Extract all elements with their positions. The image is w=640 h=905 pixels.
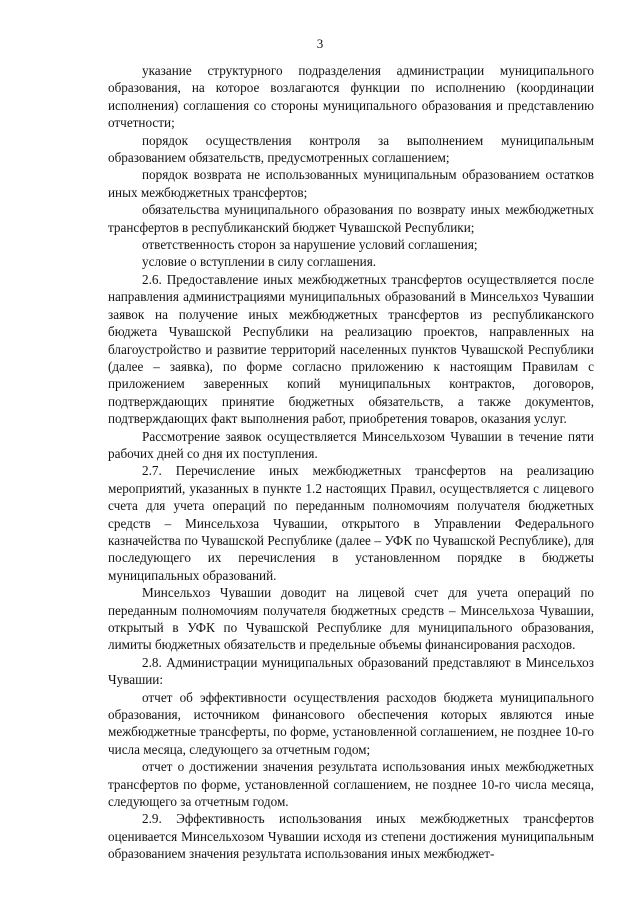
paragraph: 2.6. Предоставление иных межбюджетных трансфертов осуществляется после направления администрациями муниципальных образований в Минсельхоз Чувашии заявок на получение иных межбюджетных трансфертов из республиканского бюджета Чувашской Республики на реализацию проектов, направленных на благоустройство и развитие территорий населенных пунктов Чувашской Республики (далее – заявка), по форме согласно приложению к настоящим Правилам с приложением заверенных копий муниципальных контрактов, договоров, подтверждающих принятие бюджетных обязательств, а также документов, подтверждающих факт выполнения работ, приобретения товаров, оказания услуг. bbox=[108, 271, 594, 427]
body-text bbox=[108, 62, 594, 863]
page-number: 3 bbox=[316, 36, 324, 51]
paragraph: порядок осуществления контроля за выполнением муниципальным образованием обязательств, предусмотренных соглашением; bbox=[108, 132, 594, 166]
paragraph: 2.9. Эффективность использования иных межбюджетных трансфертов оценивается Минсельхозом Чувашии исходя из степени достижения муниципальным образованием значения результата использования иных межбюджет- bbox=[108, 811, 594, 862]
paragraph: Рассмотрение заявок осуществляется Минсельхозом Чувашии в течение пяти рабочих дней со дня их поступления. bbox=[108, 428, 594, 461]
paragraph: условие о вступлении в силу соглашения. bbox=[142, 254, 377, 270]
paragraph: отчет о достижении значения результата использования иных межбюджетных трансфертов по форме, установленной соглашением, не позднее 10-го числа месяца, следующего за отчетным годом. bbox=[108, 759, 594, 810]
paragraph: порядок возврата не использованных муниципальным образованием остатков иных межбюджетных трансфертов; bbox=[108, 167, 594, 200]
paragraph: ответственность сторон за нарушение условий соглашения; bbox=[142, 237, 478, 253]
paragraph: 2.7. Перечисление иных межбюджетных трансфертов на реализацию мероприятий, указанных в пункте 1.2 настоящих Правил, осуществляется с лицевого счета для учета операций по переданным полномочиям получателя бюджетных средств – Минсельхоза Чувашии, открытого в Управлении Федерального казначейства по Чувашской Республике (далее – УФК по Чувашской Республике), для последующего их перечисления в установленном порядке в бюджеты муниципальных образований. bbox=[108, 463, 594, 583]
paragraph: 2.8. Администрации муниципальных образований представляют в Минсельхоз Чувашии: bbox=[108, 654, 594, 688]
paragraph: Минсельхоз Чувашии доводит на лицевой счет для учета операций по переданным полномочиям получателя бюджетных средств – Минсельхоза Чувашии, открытый в УФК по Чувашской Республике для муниципального образования, лимиты бюджетных обязательств и предельные объемы финансирования расходов. bbox=[108, 585, 594, 653]
paragraph: указание структурного подразделения администрации муниципального образования, на которое возлагаются функции по исполнению (координации исполнения) соглашения со стороны муниципального образования и представлению отчетности; bbox=[108, 63, 594, 131]
paragraph: обязательства муниципального образования по возврату иных межбюджетных трансфертов в республиканский бюджет Чувашской Республики; bbox=[108, 202, 594, 235]
paragraph: отчет об эффективности осуществления расходов бюджета муниципального образования, источником финансового обеспечения которых являются иные межбюджетные трансферты, по форме, установленной соглашением, не позднее 10-го числа месяца, следующего за отчетным годом; bbox=[108, 689, 594, 757]
